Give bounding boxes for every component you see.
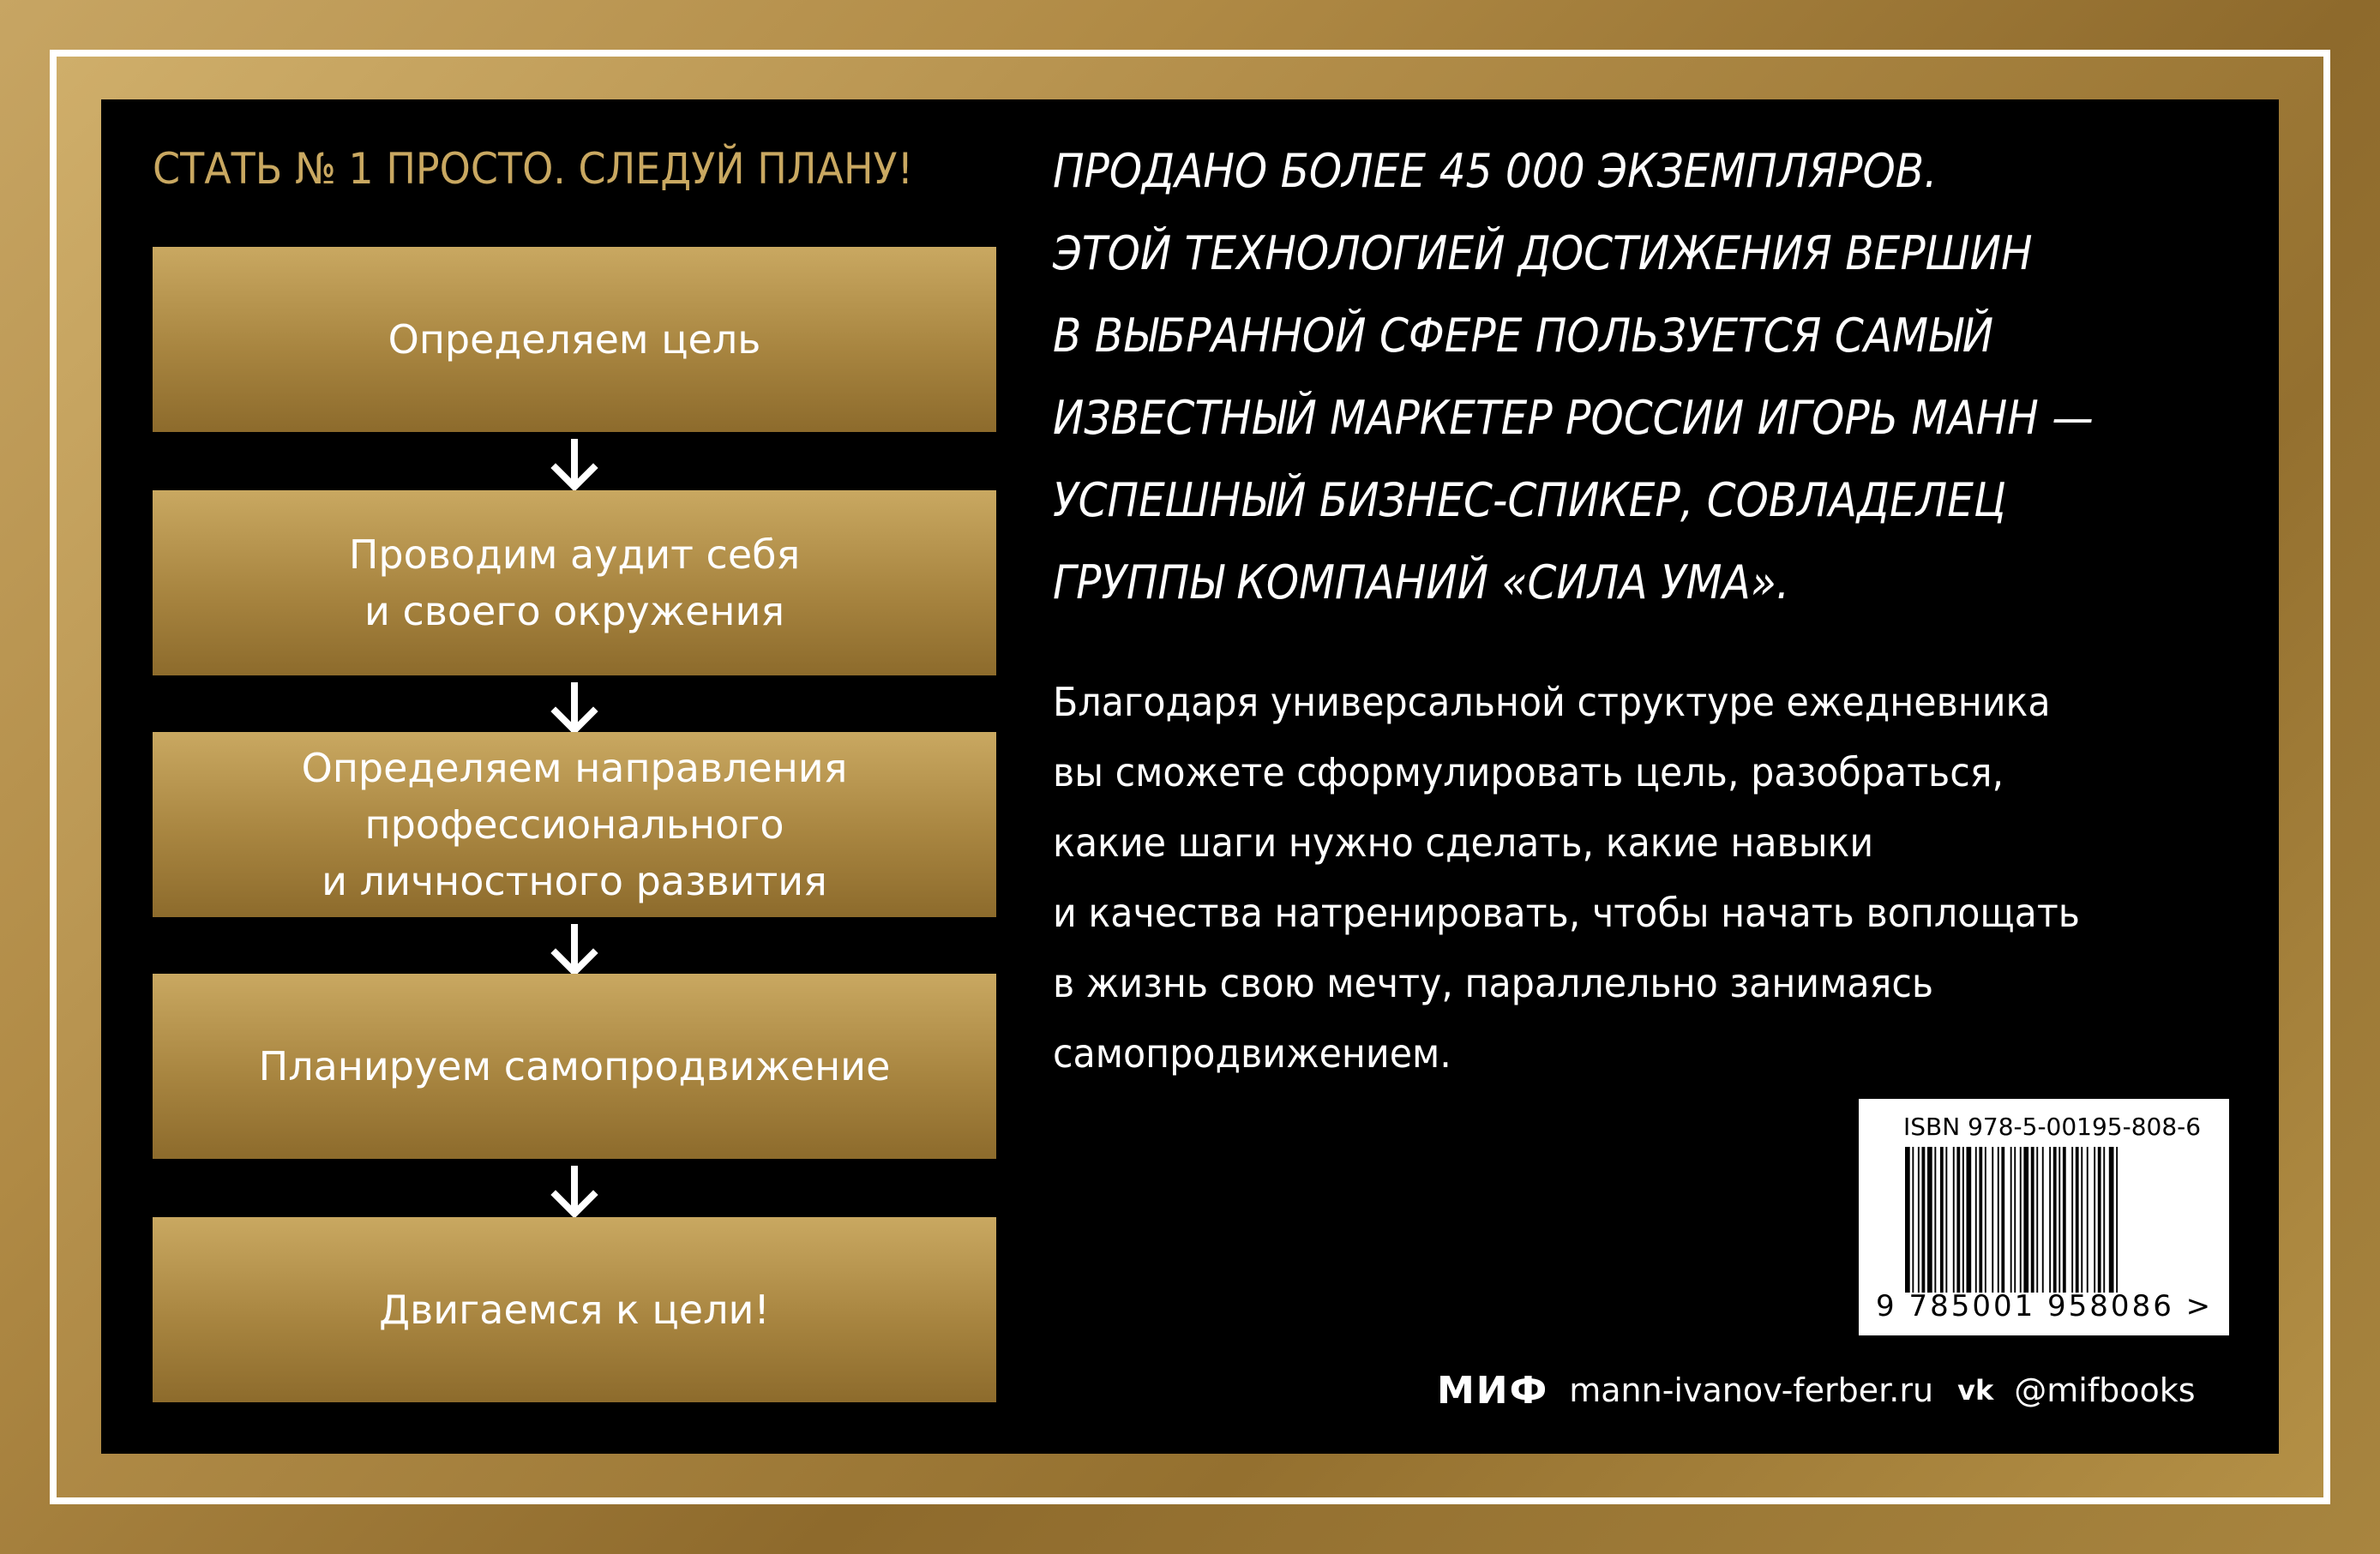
arrow-down-icon (549, 439, 600, 494)
arrow-down-icon (549, 924, 600, 979)
description-line: какие шаги нужно сделать, какие навыки (1053, 819, 1874, 866)
description (1053, 667, 2270, 1089)
isbn-label: ISBN 978-5-00195-808-6 (1903, 1113, 2202, 1141)
description-line: самопродвижением. (1053, 1030, 1451, 1077)
plan-step-4: Планируем самопродвижение (153, 974, 996, 1159)
plan-title: СТАТЬ № 1 ПРОСТО. СЛЕДУЙ ПЛАНУ! (153, 144, 914, 194)
headline-line: ИЗВЕСТНЫЙ МАРКЕТЕР РОССИИ ИГОРЬ МАНН — (1053, 391, 2094, 445)
headline (1053, 130, 2270, 624)
headline-line: В ВЫБРАННОЙ СФЕРЕ ПОЛЬЗУЕТСЯ САМЫЙ (1053, 309, 1994, 363)
barcode-icon (1905, 1147, 2190, 1293)
headline-line: ЭТОЙ ТЕХНОЛОГИЕЙ ДОСТИЖЕНИЯ ВЕРШИН (1053, 226, 2033, 280)
ean-number: 9 785001 958086 > (1876, 1289, 2214, 1323)
publisher-logo: МИФ (1437, 1368, 1549, 1413)
plan-step-3: Определяем направления профессионального и личностного развития (153, 732, 996, 917)
description-line: и качества натренировать, чтобы начать воплощать (1053, 890, 2081, 936)
arrow-down-icon (549, 682, 600, 737)
plan-step-2: Проводим аудит себя и своего окружения (153, 490, 996, 675)
headline-line: УСПЕШНЫЙ БИЗНЕС-СПИКЕР, СОВЛАДЕЛЕЦ (1053, 473, 2006, 527)
arrow-down-icon (549, 1166, 600, 1221)
headline-line: ПРОДАНО БОЛЕЕ 45 000 ЭКЗЕМПЛЯРОВ. (1053, 144, 1938, 198)
plan-step-1: Определяем цель (153, 247, 996, 432)
footer (1437, 1365, 2243, 1416)
barcode-box (1859, 1099, 2229, 1335)
plan-step-5: Двигаемся к цели! (153, 1217, 996, 1402)
vk-icon: vk (1957, 1374, 1994, 1407)
website-link[interactable]: mann-ivanov-ferber.ru (1569, 1371, 1934, 1409)
social-handle[interactable]: @mifbooks (2014, 1371, 2196, 1409)
headline-line: ГРУППЫ КОМПАНИЙ «СИЛА УМА». (1053, 555, 1790, 609)
description-line: Благодаря универсальной структуре ежедневника (1053, 679, 2051, 725)
description-line: вы сможете сформулировать цель, разобраться, (1053, 749, 2004, 795)
description-line: в жизнь свою мечту, параллельно занимаясь (1053, 960, 1934, 1006)
